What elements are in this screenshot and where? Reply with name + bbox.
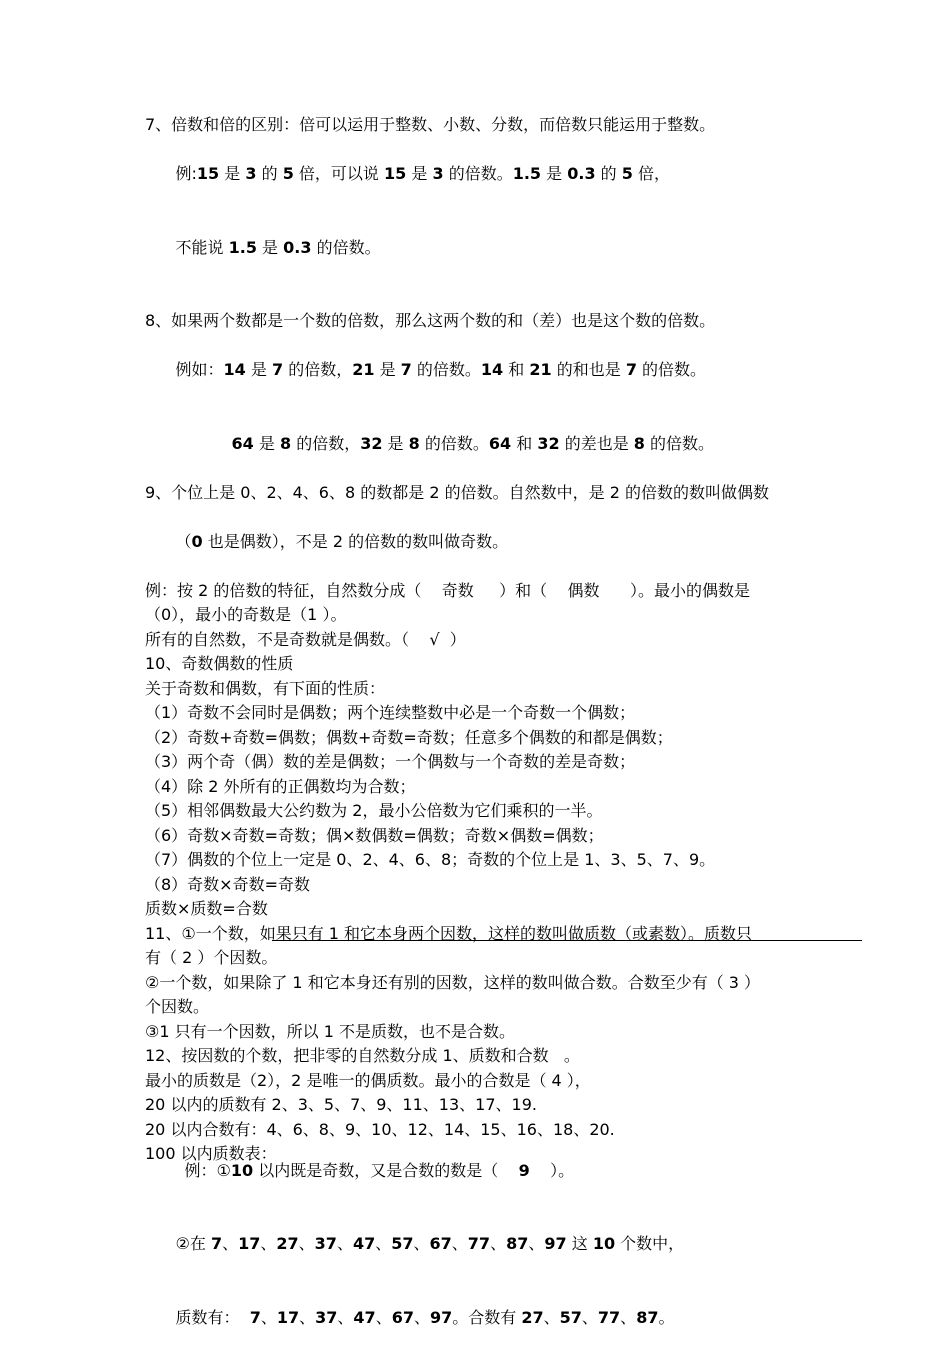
number: 14 — [480, 360, 504, 379]
property-item: （3）两个奇（偶）数的差是偶数；一个偶数与一个奇数的差是奇数； — [145, 752, 636, 771]
property-item: （2）奇数+奇数=偶数；偶数+奇数=奇数；任意多个偶数的和都是偶数； — [145, 727, 673, 747]
number: 47 — [353, 1307, 376, 1327]
text-run: 、 — [260, 1307, 277, 1327]
text-run: 。合数有 — [452, 1307, 522, 1327]
number: 32 — [360, 433, 383, 453]
section-8-title: 8、如果两个数都是一个数的倍数，那么这两个数的和（差）也是这个数的倍数。 — [145, 311, 716, 330]
text-run: 、 — [490, 1234, 507, 1253]
number: 7 — [210, 1234, 223, 1253]
text-run: 个数中， — [615, 1234, 685, 1253]
text-run: 是 — [245, 360, 272, 379]
number: 1.5 — [512, 164, 542, 183]
number: 77 — [467, 1234, 491, 1253]
property-item: （7）偶数的个位上一定是 0、2、4、6、8；奇数的个位上是 1、3、5、7、9。 — [145, 850, 716, 869]
number: 0 — [191, 531, 203, 551]
number: 37 — [314, 1234, 337, 1253]
text-run: 是 — [374, 360, 401, 379]
property-item: （1）奇数不会同时是偶数；两个连续整数中必是一个奇数一个偶数； — [145, 703, 636, 722]
text-run: 的倍数。 — [644, 433, 715, 453]
number: 7 — [271, 360, 284, 379]
text-run: 的倍数。 — [311, 237, 381, 257]
number: 8 — [408, 433, 420, 453]
text-run: 、 — [451, 1234, 468, 1253]
number: 21 — [352, 360, 375, 379]
section-11-line-3: ②一个数，如果除了 1 和它本身还有别的因数，这样的数叫做合数。合数至少有（ 3 ） — [145, 972, 761, 992]
number: 37 — [315, 1307, 338, 1327]
number: 8 — [279, 433, 292, 453]
section-9-line-2 — [145, 505, 865, 579]
text-run: 、 — [543, 1307, 560, 1327]
section-9-example-line-2: （0），最小的奇数是（1 ）。 — [145, 605, 347, 624]
text-run: 、 — [581, 1307, 598, 1327]
section-9-example-line-1: 例：按 2 的倍数的特征，自然数分成（ 奇数 ）和（ 偶数 ）。最小的偶数是 — [145, 580, 750, 600]
text-run: 和 — [511, 433, 538, 453]
text-run: 以内既是奇数，又是合数的数是（ — [253, 1160, 519, 1180]
notes-body — [145, 113, 865, 1167]
number: 7 — [625, 360, 637, 379]
number: 1.5 — [228, 237, 257, 257]
text-run: 、 — [336, 1234, 353, 1253]
prime-table-label: 100 以内质数表： — [145, 1144, 277, 1163]
text-run: 的倍数。 — [443, 164, 513, 183]
text-run: 的倍数。 — [411, 360, 481, 379]
section-12-primes-20: 20 以内的质数有 2、3、5、7、9、11、13、17、19. — [145, 1095, 537, 1114]
text-run: 的倍数。 — [419, 433, 489, 453]
text-run: 这 — [566, 1234, 593, 1253]
text-run: 倍， — [632, 164, 671, 183]
text-run: 是 — [382, 433, 409, 453]
text-run: 、 — [260, 1234, 277, 1253]
number: 10 — [230, 1160, 254, 1180]
text-run: 的倍数， — [291, 433, 361, 453]
number: 5 — [282, 164, 294, 183]
number: 64 — [488, 433, 512, 453]
number: 0.3 — [567, 164, 596, 183]
text-run: 例：① — [184, 1160, 231, 1180]
number: 15 — [196, 164, 220, 183]
text-run: 不能说 — [175, 237, 229, 257]
text-run: ②在 — [175, 1234, 211, 1253]
text-run: 的和也是 — [551, 360, 626, 379]
example-line-2 — [145, 1208, 865, 1282]
text-run: 倍，可以说 — [293, 164, 385, 183]
number: 17 — [238, 1234, 261, 1253]
text-run: 和 — [503, 360, 530, 379]
number: 7 — [249, 1307, 261, 1327]
section-8-example-line-1 — [145, 334, 865, 408]
property-item: （5）相邻偶数最大公约数为 2，最小公倍数为它们乘积的一半。 — [145, 801, 603, 820]
text-run: 、 — [222, 1234, 239, 1253]
section-12-title: 12、按因数的个数，把非零的自然数分成 1、质数和合数 。 — [145, 1046, 580, 1065]
number: 32 — [537, 433, 560, 453]
section-11-line-1: 11、①一个数，如果只有 1 和它本身两个因数，这样的数叫做质数（或素数）。质数只 — [145, 923, 753, 943]
section-7-title: 7、倍数和倍的区别：倍可以运用于整数、小数、分数，而倍数只能运用于整数。 — [145, 115, 716, 134]
text-run: 是 — [253, 433, 280, 453]
text-run: （ — [175, 531, 192, 551]
property-item: （8）奇数×奇数=奇数 — [145, 874, 310, 894]
text-run: 、 — [298, 1234, 315, 1253]
number: 87 — [636, 1307, 659, 1327]
number: 14 — [223, 360, 246, 379]
horizontal-rule — [272, 940, 862, 941]
section-7-example-line-2 — [145, 211, 865, 285]
text-run: 的 — [256, 164, 283, 183]
number: 27 — [521, 1307, 544, 1327]
text-run: 、 — [375, 1307, 392, 1327]
number: 97 — [429, 1307, 453, 1327]
section-9-line-1: 9、个位上是 0、2、4、6、8 的数都是 2 的倍数。自然数中，是 2 的倍数的数叫做偶数 — [145, 482, 769, 502]
text-run: 例: — [175, 164, 197, 183]
number: 15 — [384, 164, 407, 183]
text-run: 质数有： — [175, 1307, 250, 1327]
text-run: 。 — [658, 1307, 675, 1327]
text-run: 是 — [219, 164, 246, 183]
text-run: 、 — [337, 1307, 354, 1327]
number: 7 — [400, 360, 412, 379]
paragraph-gap — [145, 285, 865, 310]
section-9-example-line-3: 所有的自然数，不是奇数就是偶数。（ √ ） — [145, 629, 466, 649]
text-run: 的差也是 — [559, 433, 634, 453]
number: 27 — [276, 1234, 299, 1253]
number: 17 — [276, 1307, 300, 1327]
number: 57 — [559, 1307, 582, 1327]
number: 0.3 — [283, 237, 312, 257]
number: 47 — [352, 1234, 376, 1253]
section-10-title: 10、奇数偶数的性质 — [145, 654, 294, 673]
text-run: 例如： — [175, 360, 224, 379]
text-run: 、 — [413, 1307, 430, 1327]
number: 10 — [592, 1234, 616, 1253]
text-run: 的 — [595, 164, 622, 183]
examples-block — [145, 1134, 865, 1355]
property-item: 质数×质数=合数 — [145, 899, 268, 918]
section-12-composites-20: 20 以内合数有：4、6、8、9、10、12、14、15、16、18、20. — [145, 1119, 615, 1139]
property-item: （4）除 2 外所有的正偶数均为合数； — [145, 776, 416, 796]
number: 9 — [518, 1160, 530, 1180]
text-run: 、 — [528, 1234, 545, 1253]
example-line-1 — [145, 1134, 865, 1208]
property-item: （6）奇数×奇数=奇数；偶×数偶数=偶数；奇数×偶数=偶数； — [145, 825, 604, 845]
text-run: 的倍数， — [283, 360, 353, 379]
text-run: 、 — [375, 1234, 392, 1253]
text-run: 、 — [299, 1307, 316, 1327]
section-8-example-line-2 — [145, 407, 865, 481]
text-run: 是 — [406, 164, 433, 183]
text-run: 也是偶数），不是 2 的倍数的数叫做奇数。 — [202, 531, 509, 551]
text-run: 、 — [413, 1234, 430, 1253]
number: 8 — [633, 433, 645, 453]
text-run: ）。 — [529, 1160, 575, 1180]
number: 67 — [391, 1307, 414, 1327]
section-11-line-2: 有（ 2 ）个因数。 — [145, 948, 278, 967]
number: 64 — [231, 433, 254, 453]
number: 67 — [429, 1234, 452, 1253]
number: 57 — [391, 1234, 414, 1253]
number: 5 — [621, 164, 633, 183]
section-7-example-line-1 — [145, 138, 865, 212]
section-11-line-4: 个因数。 — [145, 997, 210, 1016]
number: 77 — [597, 1307, 621, 1327]
number: 87 — [506, 1234, 529, 1253]
number: 97 — [544, 1234, 567, 1253]
number: 21 — [529, 360, 552, 379]
example-line-3 — [145, 1281, 865, 1355]
text-run: 的倍数。 — [636, 360, 707, 379]
text-run: 、 — [620, 1307, 637, 1327]
number: 3 — [432, 164, 444, 183]
section-10-intro: 关于奇数和偶数，有下面的性质： — [145, 678, 386, 698]
number: 3 — [245, 164, 257, 183]
text-run: 是 — [256, 237, 284, 257]
section-11-line-5: ③1 只有一个因数，所以 1 不是质数，也不是合数。 — [145, 1021, 515, 1041]
section-12-smallest: 最小的质数是（2），2 是唯一的偶质数。最小的合数是（ 4 ）， — [145, 1070, 591, 1090]
text-run: 是 — [541, 164, 568, 183]
